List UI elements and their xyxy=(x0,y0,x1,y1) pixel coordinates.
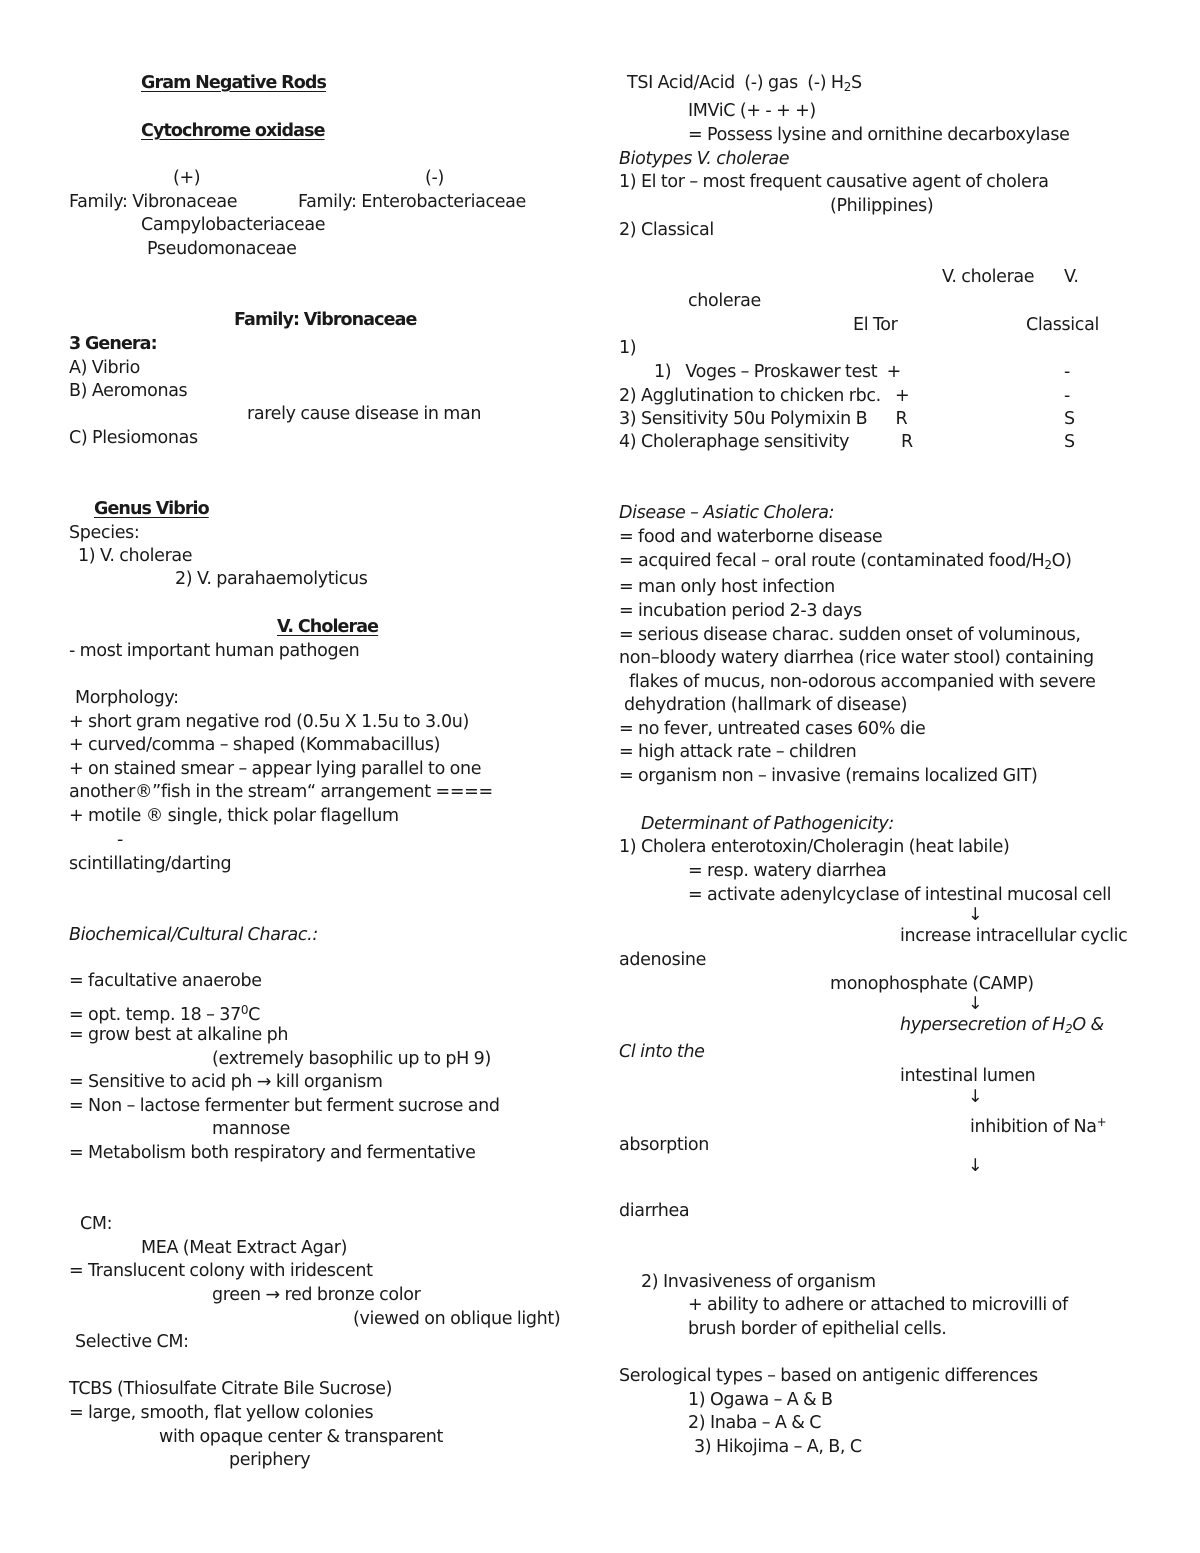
list-item: = Translucent colony with iridescent xyxy=(69,1261,373,1281)
section-heading: Biotypes V. cholerae xyxy=(619,149,790,169)
text-line: (+) xyxy=(173,168,201,188)
table-header: V. xyxy=(1064,267,1079,287)
text-line: increase intracellular cyclic xyxy=(900,926,1128,946)
list-item: 2) V. parahaemolyticus xyxy=(175,569,368,589)
list-item: = acquired fecal – oral route (contaminated food/$H_2O$) xyxy=(619,551,1072,572)
list-item: = opt. temp. $18 - 37^0C$ xyxy=(69,1003,261,1025)
text-line: TSI Acid/Acid (-) gas (-) $H_2S$ xyxy=(627,73,862,94)
list-item: = Sensitive to acid ph → kill organism xyxy=(69,1072,383,1092)
text-line: periphery xyxy=(229,1450,311,1470)
list-item: = serious disease charac. sudden onset of voluminous, xyxy=(619,625,1081,645)
list-item: 3) Hikojima – A, B, C xyxy=(694,1437,862,1457)
table-cell: S xyxy=(1064,409,1075,429)
list-item: + short gram negative rod (0.5u X 1.5u to 3.0u) xyxy=(69,712,469,732)
list-item: = Non – lactose fermenter but ferment sucrose and xyxy=(69,1096,500,1116)
text-line: - xyxy=(117,830,123,850)
text-line: TCBS (Thiosulfate Citrate Bile Sucrose) xyxy=(69,1379,393,1399)
table-cell: - xyxy=(1064,386,1070,406)
table-header: V. cholerae xyxy=(942,267,1035,287)
table-header: El Tor xyxy=(853,315,898,335)
list-item: = food and waterborne disease xyxy=(619,527,883,547)
list-item: 2) Invasiveness of organism xyxy=(641,1272,876,1292)
text-line: Pseudomonaceae xyxy=(147,239,297,259)
text-line: inhibition of Na+ xyxy=(970,1115,1107,1137)
list-item: = man only host infection xyxy=(619,577,835,597)
table-cell: S xyxy=(1064,432,1075,452)
text-line: (viewed on oblique light) xyxy=(353,1309,561,1329)
arrow-down-icon: ↓ xyxy=(968,905,983,925)
list-item: + on stained smear – appear lying parallel to one xyxy=(69,759,482,779)
text-line: Species: xyxy=(69,523,140,543)
list-item: = organism non – invasive (remains localized GIT) xyxy=(619,766,1038,786)
section-heading: Cytochrome oxidase xyxy=(141,121,325,141)
table-row: 2) Agglutination to chicken rbc. + xyxy=(619,386,910,406)
section-heading: Biochemical/Cultural Charac.: xyxy=(69,925,318,945)
arrow-down-icon: ↓ xyxy=(968,1156,983,1176)
text-line: Family: Enterobacteriaceae xyxy=(298,192,526,212)
text-line: mannose xyxy=(212,1119,291,1139)
table-row: 4) Choleraphage sensitivity R xyxy=(619,432,913,452)
table-row: 3) Sensitivity 50u Polymixin B R xyxy=(619,409,908,429)
text-line: (-) xyxy=(425,168,444,188)
text-line: intestinal lumen xyxy=(900,1066,1036,1086)
text-line: Family: Vibronaceae xyxy=(69,192,238,212)
text-line: MEA (Meat Extract Agar) xyxy=(141,1238,348,1258)
page-title: Gram Negative Rods xyxy=(141,73,326,93)
table-cell: - xyxy=(1064,362,1070,382)
list-item: A) Vibrio xyxy=(69,358,141,378)
text-line: - most important human pathogen xyxy=(69,641,360,661)
text-line: Serological types – based on antigenic differences xyxy=(619,1366,1038,1386)
table-header: cholerae xyxy=(688,291,761,311)
text-line: = activate adenylcyclase of intestinal mucosal cell xyxy=(688,885,1112,905)
text-line: Selective CM: xyxy=(75,1332,189,1352)
list-item: 1) Ogawa – A & B xyxy=(688,1390,833,1410)
text-line: CM: xyxy=(80,1214,113,1234)
list-item: 1) V. cholerae xyxy=(78,546,193,566)
text-line: (extremely basophilic up to pH 9) xyxy=(212,1049,491,1069)
list-item: 1) El tor – most frequent causative agent of cholera xyxy=(619,172,1049,192)
text-line: flakes of mucus, non-odorous accompanied with severe xyxy=(629,672,1096,692)
text-line: = resp. watery diarrhea xyxy=(688,861,887,881)
list-item: = large, smooth, flat yellow colonies xyxy=(69,1403,374,1423)
section-heading: Disease – Asiatic Cholera: xyxy=(619,503,835,523)
section-heading: Genus Vibrio xyxy=(94,499,209,519)
list-item: another®”fish in the stream“ arrangement ==== xyxy=(69,782,493,802)
arrow-down-icon: ↓ xyxy=(968,1087,983,1107)
text-line: = Possess lysine and ornithine decarboxylase xyxy=(688,125,1070,145)
text-line: hypersecretion of $H_2O$ & xyxy=(900,1015,1104,1036)
text-line: (Philippines) xyxy=(830,196,934,216)
text-line: Morphology: xyxy=(75,688,179,708)
list-item: + curved/comma – shaped (Kommabacillus) xyxy=(69,735,441,755)
text-line: Cl into the xyxy=(619,1042,705,1062)
text-line: non–bloody watery diarrhea (rice water stool) containing xyxy=(619,648,1094,668)
arrow-down-icon: ↓ xyxy=(968,994,983,1014)
text-line: monophosphate (CAMP) xyxy=(830,974,1034,994)
text-line: adenosine xyxy=(619,950,707,970)
text-line: diarrhea xyxy=(619,1201,690,1221)
list-item: 2) Inaba – A & C xyxy=(688,1413,822,1433)
text-line: with opaque center & transparent xyxy=(159,1427,443,1447)
list-item: = Metabolism both respiratory and fermentative xyxy=(69,1143,476,1163)
list-item: 1) Cholera enterotoxin/Choleragin (heat labile) xyxy=(619,837,1010,857)
text-line: IMViC (+ - + +) xyxy=(688,101,816,121)
section-heading: Family: Vibronaceae xyxy=(234,310,417,330)
section-heading: 3 Genera: xyxy=(69,334,157,354)
table-row: 1) Voges – Proskawer test + xyxy=(654,362,902,382)
list-item: C) Plesiomonas xyxy=(69,428,198,448)
list-item: + motile ® single, thick polar flagellum xyxy=(69,806,399,826)
list-item: = grow best at alkaline ph xyxy=(69,1025,289,1045)
list-item: = facultative anaerobe xyxy=(69,971,262,991)
table-row: 1) xyxy=(619,338,637,358)
text-line: scintillating/darting xyxy=(69,854,232,874)
text-line: + ability to adhere or attached to microvilli of xyxy=(688,1295,1068,1315)
list-item: B) Aeromonas xyxy=(69,381,188,401)
list-item: = high attack rate – children xyxy=(619,742,857,762)
text-line: dehydration (hallmark of disease) xyxy=(624,695,908,715)
text-line: absorption xyxy=(619,1135,709,1155)
text-line: rarely cause disease in man xyxy=(247,404,482,424)
text-line: Campylobacteriaceae xyxy=(141,215,326,235)
section-heading: V. Cholerae xyxy=(277,617,379,637)
list-item: = no fever, untreated cases 60% die xyxy=(619,719,926,739)
text-line: green → red bronze color xyxy=(212,1285,421,1305)
text-line: brush border of epithelial cells. xyxy=(688,1319,947,1339)
section-heading: Determinant of Pathogenicity: xyxy=(641,814,894,834)
list-item: = incubation period 2-3 days xyxy=(619,601,862,621)
list-item: 2) Classical xyxy=(619,220,714,240)
table-header: Classical xyxy=(1026,315,1099,335)
